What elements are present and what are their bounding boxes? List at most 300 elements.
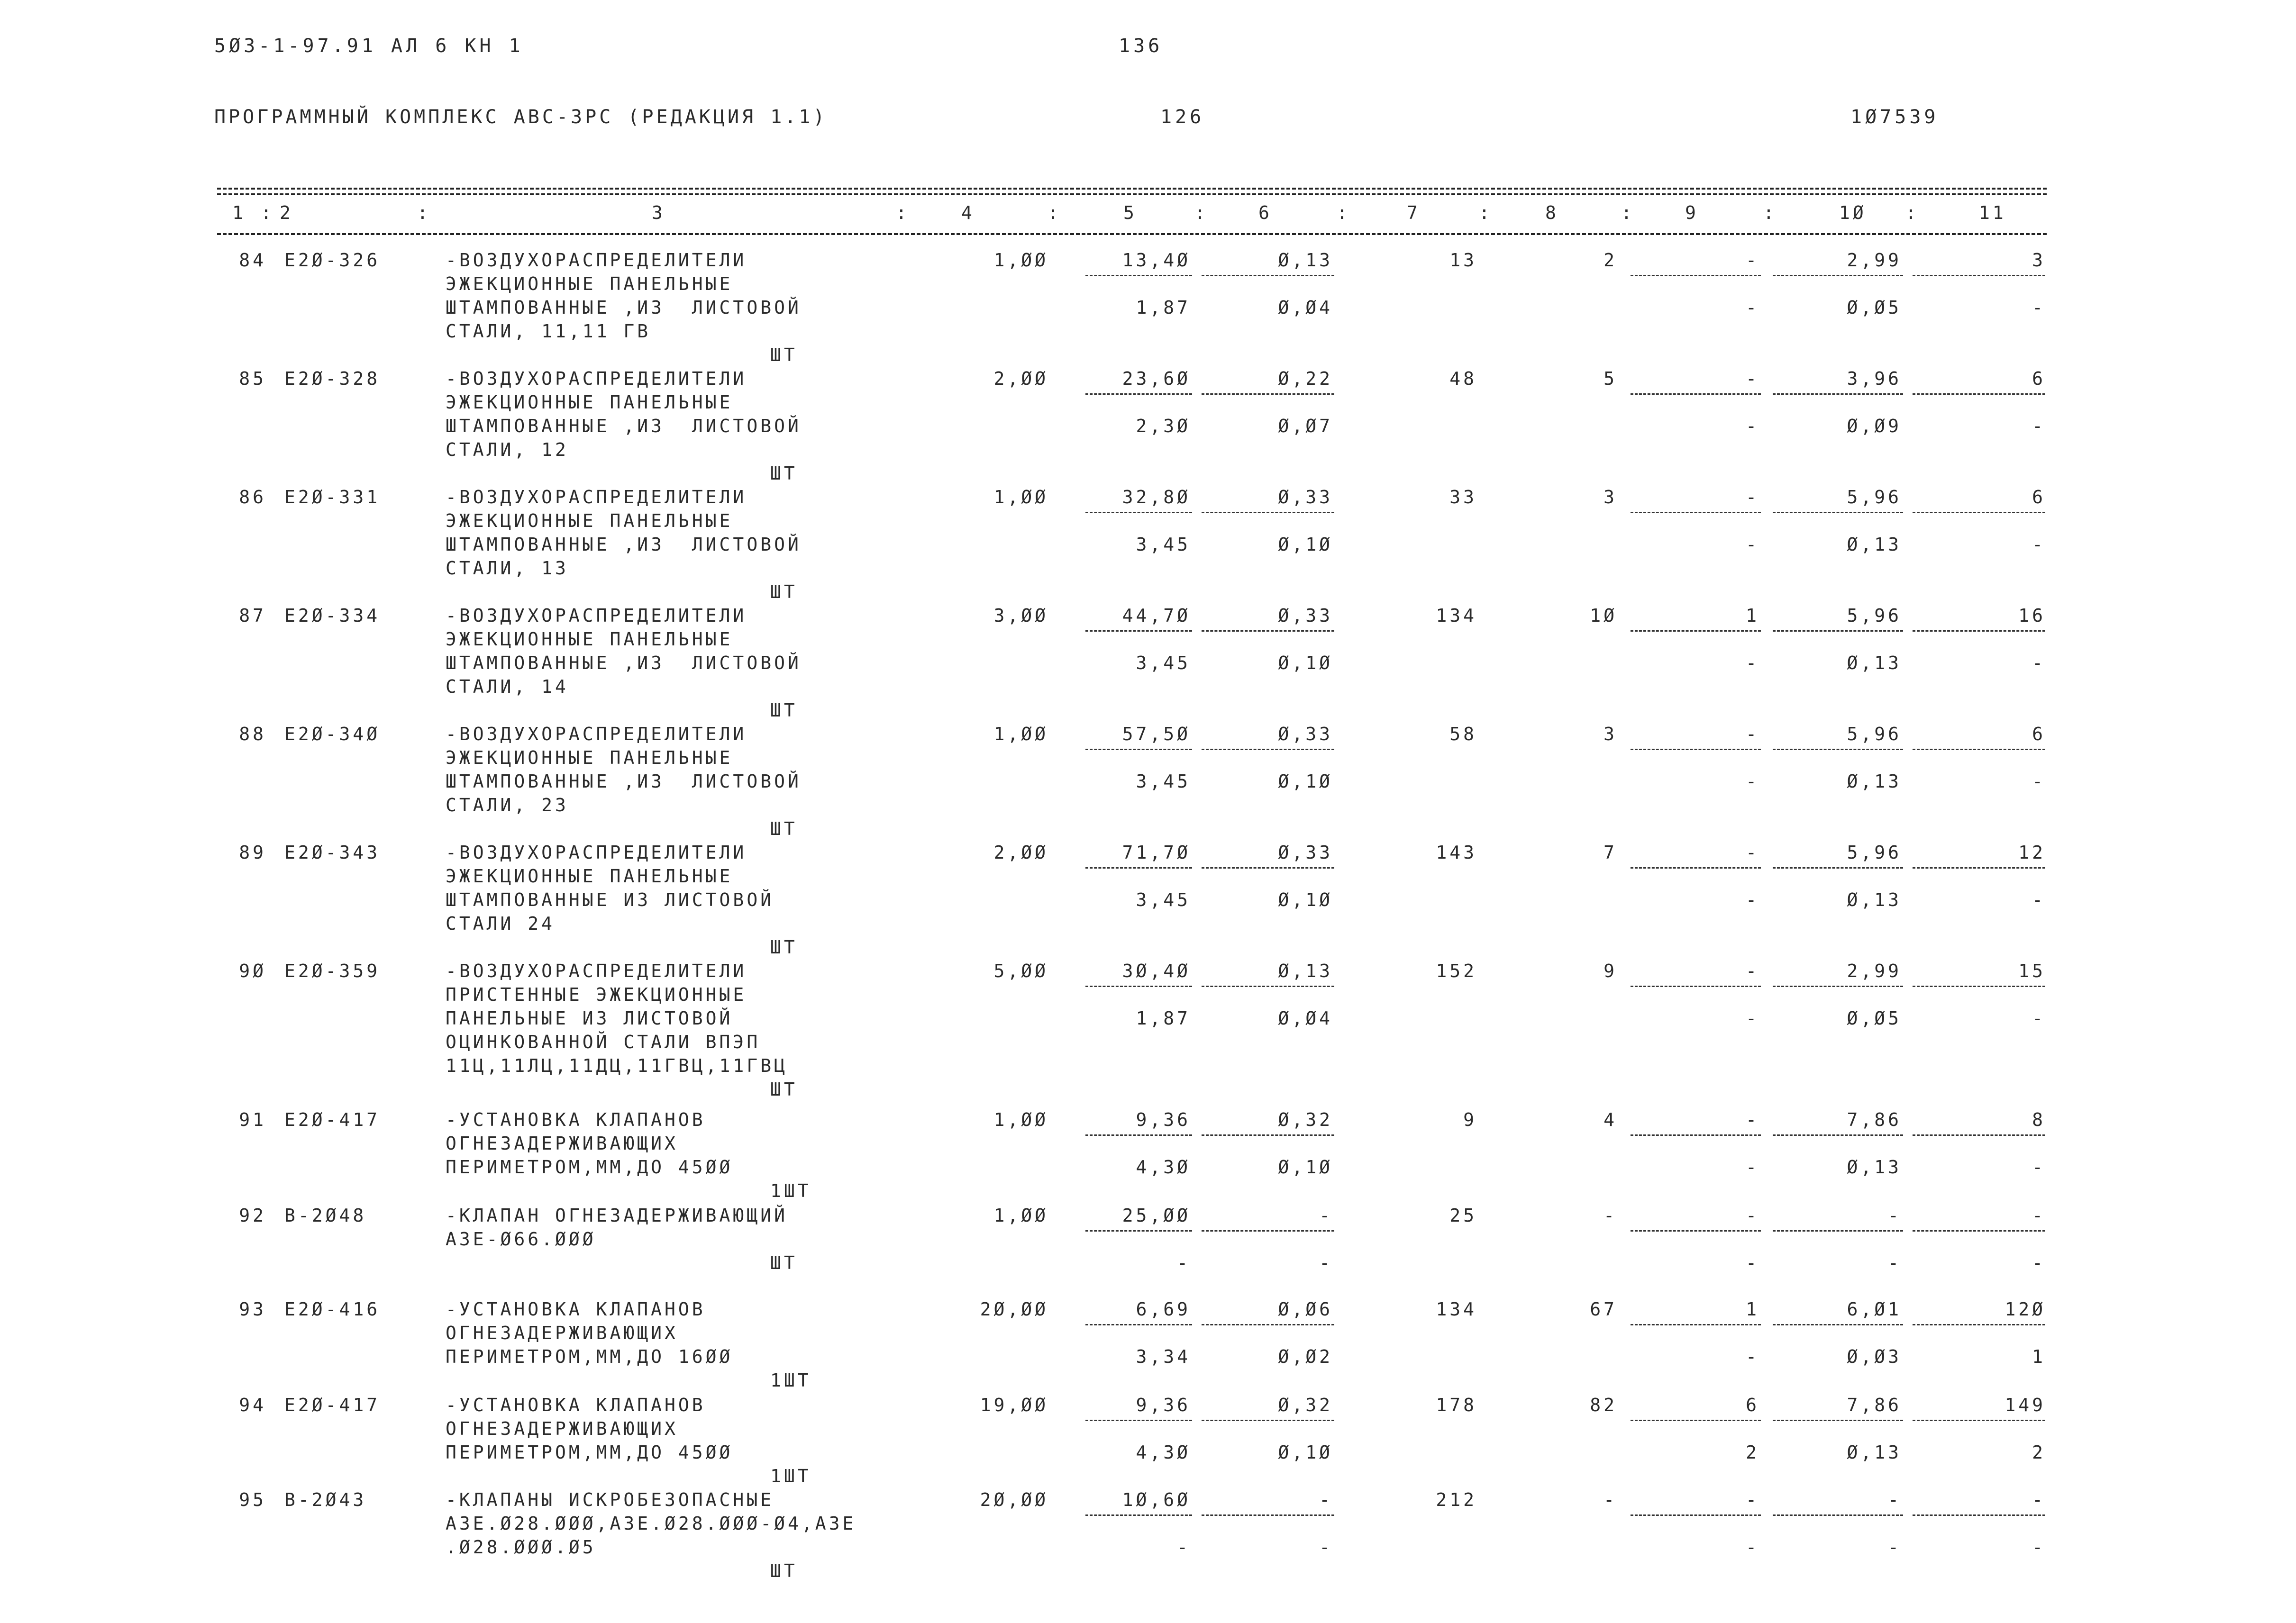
cell-col-9: - <box>1746 1109 1759 1130</box>
cell-col-5: 57,5Ø <box>1122 724 1191 744</box>
cell-col-11: - <box>2032 1489 2046 1510</box>
cell-col-9-sub: - <box>1746 653 1759 673</box>
work-description: .Ø28.ØØØ.Ø5 <box>446 1537 596 1558</box>
work-description: ШТАМПОВАННЫЕ ,ИЗ ЛИСТОВОЙ <box>446 653 802 673</box>
subtotal-separator <box>1085 749 1192 750</box>
cell-col-6: Ø,33 <box>1278 724 1333 744</box>
column-number-2: 2 <box>280 202 293 223</box>
cell-col-11-sub: - <box>2032 1252 2046 1273</box>
cell-col-5: 3Ø,4Ø <box>1122 961 1191 981</box>
rate-code: E2Ø-326 <box>284 250 381 271</box>
header-bottom-rule <box>217 233 2047 235</box>
cell-col-5-sub: 4,3Ø <box>1136 1442 1191 1463</box>
cell-col-11-sub: 2 <box>2032 1442 2046 1463</box>
cell-col-11-sub: - <box>2032 1008 2046 1029</box>
rate-code: В-2Ø43 <box>284 1489 367 1510</box>
subtotal-separator <box>1085 1230 1192 1232</box>
subtotal-separator <box>1913 512 2045 513</box>
cell-col-9: - <box>1746 724 1759 744</box>
work-description: -УСТАНОВКА КЛАПАНОВ <box>446 1299 706 1320</box>
work-description: ПРИСТЕННЫЕ ЭЖЕКЦИОННЫЕ <box>446 984 747 1005</box>
cell-col-7: 152 <box>1436 961 1477 981</box>
subtotal-separator <box>1085 867 1192 869</box>
cell-col-4: 1,ØØ <box>993 1109 1048 1130</box>
cell-col-11: 6 <box>2032 487 2046 508</box>
column-number-8: 8 <box>1545 202 1559 223</box>
work-description: ЭЖЕКЦИОННЫЕ ПАНЕЛЬНЫЕ <box>446 747 733 768</box>
table-top-rule-2 <box>217 193 2047 195</box>
work-description: ПЕРИМЕТРОМ,ММ,ДО 45ØØ <box>446 1442 733 1463</box>
column-number-6: 6 <box>1258 202 1272 223</box>
work-description: -ВОЗДУХОРАСПРЕДЕЛИТЕЛИ <box>446 368 747 389</box>
subtotal-separator <box>1773 1230 1903 1232</box>
cell-col-11-sub: 1 <box>2032 1346 2046 1367</box>
column-separator: : <box>261 202 274 223</box>
cell-col-7: 134 <box>1436 1299 1477 1320</box>
cell-col-6: Ø,13 <box>1278 961 1333 981</box>
cell-col-6: Ø,33 <box>1278 842 1333 863</box>
unit-of-measure: ШТ <box>770 581 798 602</box>
cell-col-6-sub: Ø,1Ø <box>1278 889 1333 910</box>
row-number: 94 <box>239 1395 266 1415</box>
subtotal-separator <box>1631 1514 1761 1516</box>
work-description: СТАЛИ, 14 <box>446 676 569 697</box>
column-number-5: 5 <box>1123 202 1137 223</box>
cell-col-9: - <box>1746 1489 1759 1510</box>
cell-col-6: Ø,32 <box>1278 1395 1333 1415</box>
cell-col-9: - <box>1746 368 1759 389</box>
row-number: 93 <box>239 1299 266 1320</box>
row-number: 91 <box>239 1109 266 1130</box>
column-separator: : <box>417 202 431 223</box>
subtotal-separator <box>1202 630 1334 632</box>
cell-col-5: 44,7Ø <box>1122 605 1191 626</box>
subtotal-separator <box>1913 749 2045 750</box>
work-description: ЭЖЕКЦИОННЫЕ ПАНЕЛЬНЫЕ <box>446 273 733 294</box>
cell-col-9: - <box>1746 1205 1759 1226</box>
work-description: ОГНЕЗАДЕРЖИВАЮЩИХ <box>446 1418 678 1439</box>
cell-col-8: 7 <box>1604 842 1617 863</box>
work-description: ОЦИНКОВАННОЙ СТАЛИ ВПЭП <box>446 1032 761 1052</box>
column-separator: : <box>1479 202 1493 223</box>
cell-col-7: 25 <box>1449 1205 1477 1226</box>
subtotal-separator <box>1085 393 1192 395</box>
work-description: АЗЕ-Ø66.ØØØ <box>446 1229 596 1250</box>
rate-code: E2Ø-343 <box>284 842 381 863</box>
cell-col-5-sub: 1,87 <box>1136 1008 1191 1029</box>
subtotal-separator <box>1773 1324 1903 1325</box>
cell-col-10-sub: Ø,13 <box>1847 653 1902 673</box>
subtotal-separator <box>1085 275 1192 276</box>
cell-col-9: - <box>1746 250 1759 271</box>
cell-col-5-sub: 3,45 <box>1136 771 1191 792</box>
cell-col-7: 143 <box>1436 842 1477 863</box>
rate-code: В-2Ø48 <box>284 1205 367 1226</box>
column-separator: : <box>1621 202 1635 223</box>
cell-col-4: 5,ØØ <box>993 961 1048 981</box>
subtotal-separator <box>1631 275 1761 276</box>
subtotal-separator <box>1773 867 1903 869</box>
column-number-11: 11 <box>1979 202 2006 223</box>
cell-col-5: 71,7Ø <box>1122 842 1191 863</box>
cell-col-11-sub: - <box>2032 297 2046 318</box>
work-description: -ВОЗДУХОРАСПРЕДЕЛИТЕЛИ <box>446 724 747 744</box>
work-description: -ВОЗДУХОРАСПРЕДЕЛИТЕЛИ <box>446 961 747 981</box>
row-number: 95 <box>239 1489 266 1510</box>
work-description: СТАЛИ, 11,11 ГВ <box>446 321 651 342</box>
cell-col-10-sub: Ø,Ø9 <box>1847 416 1902 436</box>
cell-col-11-sub: - <box>2032 653 2046 673</box>
column-number-4: 4 <box>961 202 975 223</box>
cell-col-5: 9,36 <box>1136 1109 1191 1130</box>
work-description: -ВОЗДУХОРАСПРЕДЕЛИТЕЛИ <box>446 605 747 626</box>
cell-col-5: 23,6Ø <box>1122 368 1191 389</box>
subtotal-separator <box>1913 1230 2045 1232</box>
subtotal-separator <box>1913 393 2045 395</box>
cell-col-11: 12 <box>2018 842 2046 863</box>
cell-col-6: Ø,32 <box>1278 1109 1333 1130</box>
cell-col-10: 7,86 <box>1847 1395 1902 1415</box>
cell-col-10-sub: Ø,13 <box>1847 534 1902 555</box>
work-description: СТАЛИ, 13 <box>446 558 569 579</box>
subtotal-separator <box>1773 1420 1903 1421</box>
rate-code: E2Ø-331 <box>284 487 381 508</box>
column-number-7: 7 <box>1407 202 1421 223</box>
cell-col-9-sub: - <box>1746 1537 1759 1558</box>
row-number: 88 <box>239 724 266 744</box>
subtotal-separator <box>1913 1134 2045 1136</box>
cell-col-9-sub: - <box>1746 416 1759 436</box>
subtotal-separator <box>1913 630 2045 632</box>
cell-col-6-sub: Ø,Ø4 <box>1278 1008 1333 1029</box>
subtotal-separator <box>1085 1514 1192 1516</box>
cell-col-9-sub: - <box>1746 1346 1759 1367</box>
cell-col-10-sub: Ø,Ø5 <box>1847 1008 1902 1029</box>
column-number-1: 1 <box>232 202 246 223</box>
cell-col-7: 212 <box>1436 1489 1477 1510</box>
column-separator: : <box>1337 202 1350 223</box>
cell-col-9-sub: - <box>1746 771 1759 792</box>
cell-col-5-sub: 1,87 <box>1136 297 1191 318</box>
subtotal-separator <box>1773 275 1903 276</box>
cell-col-9-sub: - <box>1746 1252 1759 1273</box>
cell-col-6-sub: Ø,Ø4 <box>1278 297 1333 318</box>
cell-col-9: 1 <box>1746 605 1759 626</box>
cell-col-6-sub: Ø,1Ø <box>1278 653 1333 673</box>
subtotal-separator <box>1631 1420 1761 1421</box>
cell-col-10-sub: Ø,13 <box>1847 771 1902 792</box>
cell-col-4: 1,ØØ <box>993 250 1048 271</box>
column-number-10: 1Ø <box>1839 202 1867 223</box>
work-description: АЗЕ.Ø28.ØØØ,АЗЕ.Ø28.ØØØ-Ø4,АЗЕ <box>446 1513 856 1534</box>
cell-col-6: Ø,Ø6 <box>1278 1299 1333 1320</box>
cell-col-7: 178 <box>1436 1395 1477 1415</box>
cell-col-9: - <box>1746 842 1759 863</box>
cell-col-11: 15 <box>2018 961 2046 981</box>
subtotal-separator <box>1913 986 2045 987</box>
cell-col-4: 2Ø,ØØ <box>980 1299 1048 1320</box>
subtotal-separator <box>1202 1134 1334 1136</box>
subtotal-separator <box>1202 1420 1334 1421</box>
cell-col-7: 13 <box>1449 250 1477 271</box>
cell-col-10: 7,86 <box>1847 1109 1902 1130</box>
column-separator: : <box>1763 202 1777 223</box>
cell-col-4: 2Ø,ØØ <box>980 1489 1048 1510</box>
cell-col-7: 33 <box>1449 487 1477 508</box>
subtotal-separator <box>1085 630 1192 632</box>
cell-col-10: - <box>1888 1205 1902 1226</box>
cell-col-6: Ø,22 <box>1278 368 1333 389</box>
subtotal-separator <box>1773 986 1903 987</box>
subtotal-separator <box>1202 749 1334 750</box>
work-description: ЭЖЕКЦИОННЫЕ ПАНЕЛЬНЫЕ <box>446 629 733 650</box>
cell-col-11-sub: - <box>2032 534 2046 555</box>
unit-of-measure: 1ШТ <box>770 1466 811 1487</box>
cell-col-4: 1,ØØ <box>993 724 1048 744</box>
cell-col-5-sub: 3,45 <box>1136 534 1191 555</box>
cell-col-10: 6,Ø1 <box>1847 1299 1902 1320</box>
cell-col-11-sub: - <box>2032 889 2046 910</box>
cell-col-10-sub: Ø,Ø3 <box>1847 1346 1902 1367</box>
unit-of-measure: 1ШТ <box>770 1370 811 1391</box>
row-number: 85 <box>239 368 266 389</box>
subtotal-separator <box>1085 1420 1192 1421</box>
subtotal-separator <box>1085 1324 1192 1325</box>
subtotal-separator <box>1913 867 2045 869</box>
column-separator: : <box>1905 202 1919 223</box>
cell-col-11: 12Ø <box>2004 1299 2046 1320</box>
cell-col-4: 2,ØØ <box>993 368 1048 389</box>
unit-of-measure: ШТ <box>770 345 798 365</box>
cell-col-5-sub: 3,45 <box>1136 889 1191 910</box>
cell-col-10: 3,96 <box>1847 368 1902 389</box>
cell-col-6: Ø,33 <box>1278 605 1333 626</box>
cell-col-6-sub: - <box>1319 1537 1333 1558</box>
unit-of-measure: ШТ <box>770 1560 798 1581</box>
cell-col-6-sub: Ø,1Ø <box>1278 1442 1333 1463</box>
cell-col-8: - <box>1604 1489 1617 1510</box>
subtotal-separator <box>1913 1420 2045 1421</box>
work-description: -УСТАНОВКА КЛАПАНОВ <box>446 1109 706 1130</box>
work-description: СТАЛИ, 12 <box>446 439 569 460</box>
subtotal-separator <box>1631 867 1761 869</box>
cell-col-9: - <box>1746 487 1759 508</box>
row-number: 89 <box>239 842 266 863</box>
cell-col-7: 134 <box>1436 605 1477 626</box>
work-description: ПАНЕЛЬНЫЕ ИЗ ЛИСТОВОЙ <box>446 1008 733 1029</box>
subtotal-separator <box>1631 986 1761 987</box>
cell-col-9: - <box>1746 961 1759 981</box>
cell-col-5-sub: 4,3Ø <box>1136 1157 1191 1178</box>
subtotal-separator <box>1913 1324 2045 1325</box>
cell-col-5: 6,69 <box>1136 1299 1191 1320</box>
work-description: ШТАМПОВАННЫЕ ,ИЗ ЛИСТОВОЙ <box>446 297 802 318</box>
subtotal-separator <box>1773 630 1903 632</box>
work-description: ШТАМПОВАННЫЕ ,ИЗ ЛИСТОВОЙ <box>446 771 802 792</box>
subtotal-separator <box>1202 1514 1334 1516</box>
page-number-top: 136 <box>1119 35 1163 57</box>
column-number-3: 3 <box>652 202 665 223</box>
work-description: ШТАМПОВАННЫЕ ,ИЗ ЛИСТОВОЙ <box>446 416 802 436</box>
unit-of-measure: ШТ <box>770 818 798 839</box>
cell-col-6-sub: Ø,Ø7 <box>1278 416 1333 436</box>
cell-col-10-sub: - <box>1888 1537 1902 1558</box>
cell-col-8: 3 <box>1604 724 1617 744</box>
subtotal-separator <box>1913 275 2045 276</box>
table-top-rule <box>217 188 2047 190</box>
cell-col-5-sub: 3,45 <box>1136 653 1191 673</box>
work-description: -ВОЗДУХОРАСПРЕДЕЛИТЕЛИ <box>446 487 747 508</box>
cell-col-9: 6 <box>1746 1395 1759 1415</box>
unit-of-measure: 1ШТ <box>770 1180 811 1201</box>
subtotal-separator <box>1631 512 1761 513</box>
unit-of-measure: ШТ <box>770 937 798 958</box>
cell-col-6: Ø,13 <box>1278 250 1333 271</box>
row-number: 92 <box>239 1205 266 1226</box>
cell-col-11-sub: - <box>2032 416 2046 436</box>
rate-code: E2Ø-417 <box>284 1395 381 1415</box>
rate-code: E2Ø-334 <box>284 605 381 626</box>
document-code: 5Ø3-1-97.91 АЛ 6 КН 1 <box>214 35 524 57</box>
column-separator: : <box>1048 202 1061 223</box>
cell-col-9-sub: 2 <box>1746 1442 1759 1463</box>
subtotal-separator <box>1202 512 1334 513</box>
subtotal-separator <box>1631 630 1761 632</box>
cell-col-5-sub: - <box>1177 1252 1191 1273</box>
cell-col-4: 19,ØØ <box>980 1395 1048 1415</box>
subtotal-separator <box>1085 512 1192 513</box>
cell-col-10: 5,96 <box>1847 842 1902 863</box>
work-description: СТАЛИ, 23 <box>446 795 569 816</box>
unit-of-measure: ШТ <box>770 1252 798 1273</box>
cell-col-5-sub: - <box>1177 1537 1191 1558</box>
cell-col-5: 13,4Ø <box>1122 250 1191 271</box>
cell-col-7: 48 <box>1449 368 1477 389</box>
cell-col-8: 67 <box>1590 1299 1617 1320</box>
unit-of-measure: ШТ <box>770 1079 798 1100</box>
cell-col-8: 82 <box>1590 1395 1617 1415</box>
cell-col-9-sub: - <box>1746 1008 1759 1029</box>
cell-col-10-sub: Ø,13 <box>1847 889 1902 910</box>
cell-col-5: 1Ø,6Ø <box>1122 1489 1191 1510</box>
cell-col-10: 2,99 <box>1847 250 1902 271</box>
cell-col-11-sub: - <box>2032 1157 2046 1178</box>
program-title: ПРОГРАММНЫЙ КОМПЛЕКС АВС-3РС (РЕДАКЦИЯ 1.1) <box>214 106 828 128</box>
cell-col-11-sub: - <box>2032 771 2046 792</box>
subtotal-separator <box>1773 393 1903 395</box>
cell-col-10: 5,96 <box>1847 487 1902 508</box>
work-description: ПЕРИМЕТРОМ,ММ,ДО 16ØØ <box>446 1346 733 1367</box>
column-number-9: 9 <box>1685 202 1699 223</box>
document-number: 1Ø7539 <box>1850 106 1939 128</box>
page-number-inner: 126 <box>1160 106 1205 128</box>
cell-col-8: 1Ø <box>1590 605 1617 626</box>
work-description: -ВОЗДУХОРАСПРЕДЕЛИТЕЛИ <box>446 250 747 271</box>
rate-code: E2Ø-328 <box>284 368 381 389</box>
work-description: ШТАМПОВАННЫЕ ,ИЗ ЛИСТОВОЙ <box>446 534 802 555</box>
cell-col-11: 6 <box>2032 724 2046 744</box>
work-description: ЭЖЕКЦИОННЫЕ ПАНЕЛЬНЫЕ <box>446 510 733 531</box>
column-separator: : <box>1194 202 1208 223</box>
work-description: ОГНЕЗАДЕРЖИВАЮЩИХ <box>446 1323 678 1343</box>
cell-col-8: 9 <box>1604 961 1617 981</box>
cell-col-4: 1,ØØ <box>993 487 1048 508</box>
work-description: ОГНЕЗАДЕРЖИВАЮЩИХ <box>446 1133 678 1154</box>
subtotal-separator <box>1202 1324 1334 1325</box>
subtotal-separator <box>1773 749 1903 750</box>
cell-col-10: 5,96 <box>1847 724 1902 744</box>
cell-col-5: 25,ØØ <box>1122 1205 1191 1226</box>
work-description: -ВОЗДУХОРАСПРЕДЕЛИТЕЛИ <box>446 842 747 863</box>
cell-col-10: 5,96 <box>1847 605 1902 626</box>
cell-col-6-sub: Ø,1Ø <box>1278 1157 1333 1178</box>
cell-col-9-sub: - <box>1746 889 1759 910</box>
subtotal-separator <box>1631 393 1761 395</box>
cell-col-11: - <box>2032 1205 2046 1226</box>
cell-col-5-sub: 3,34 <box>1136 1346 1191 1367</box>
cell-col-10-sub: Ø,Ø5 <box>1847 297 1902 318</box>
cell-col-4: 3,ØØ <box>993 605 1048 626</box>
cell-col-9: 1 <box>1746 1299 1759 1320</box>
cell-col-6-sub: - <box>1319 1252 1333 1273</box>
subtotal-separator <box>1631 749 1761 750</box>
subtotal-separator <box>1202 867 1334 869</box>
row-number: 87 <box>239 605 266 626</box>
cell-col-4: 2,ØØ <box>993 842 1048 863</box>
row-number: 86 <box>239 487 266 508</box>
cell-col-10-sub: Ø,13 <box>1847 1157 1902 1178</box>
cell-col-8: 3 <box>1604 487 1617 508</box>
cell-col-10-sub: Ø,13 <box>1847 1442 1902 1463</box>
column-separator: : <box>896 202 910 223</box>
cell-col-10-sub: - <box>1888 1252 1902 1273</box>
unit-of-measure: ШТ <box>770 463 798 484</box>
subtotal-separator <box>1202 986 1334 987</box>
cell-col-7: 9 <box>1463 1109 1477 1130</box>
subtotal-separator <box>1631 1230 1761 1232</box>
work-description: ЭЖЕКЦИОННЫЕ ПАНЕЛЬНЫЕ <box>446 392 733 413</box>
row-number: 84 <box>239 250 266 271</box>
cell-col-9-sub: - <box>1746 297 1759 318</box>
cell-col-11: 3 <box>2032 250 2046 271</box>
subtotal-separator <box>1085 986 1192 987</box>
work-description: -УСТАНОВКА КЛАПАНОВ <box>446 1395 706 1415</box>
subtotal-separator <box>1913 1514 2045 1516</box>
subtotal-separator <box>1631 1324 1761 1325</box>
unit-of-measure: ШТ <box>770 700 798 721</box>
cell-col-8: 4 <box>1604 1109 1617 1130</box>
cell-col-10: - <box>1888 1489 1902 1510</box>
cell-col-8: - <box>1604 1205 1617 1226</box>
cell-col-6: - <box>1319 1205 1333 1226</box>
cell-col-6: - <box>1319 1489 1333 1510</box>
subtotal-separator <box>1085 1134 1192 1136</box>
work-description: СТАЛИ 24 <box>446 913 556 934</box>
rate-code: E2Ø-34Ø <box>284 724 381 744</box>
cell-col-11: 16 <box>2018 605 2046 626</box>
cell-col-7: 58 <box>1449 724 1477 744</box>
cell-col-6-sub: Ø,1Ø <box>1278 771 1333 792</box>
cell-col-6: Ø,33 <box>1278 487 1333 508</box>
cell-col-10: 2,99 <box>1847 961 1902 981</box>
cell-col-11: 6 <box>2032 368 2046 389</box>
subtotal-separator <box>1202 393 1334 395</box>
cell-col-11: 8 <box>2032 1109 2046 1130</box>
cell-col-5-sub: 2,3Ø <box>1136 416 1191 436</box>
rate-code: E2Ø-416 <box>284 1299 381 1320</box>
cell-col-6-sub: Ø,1Ø <box>1278 534 1333 555</box>
subtotal-separator <box>1773 512 1903 513</box>
